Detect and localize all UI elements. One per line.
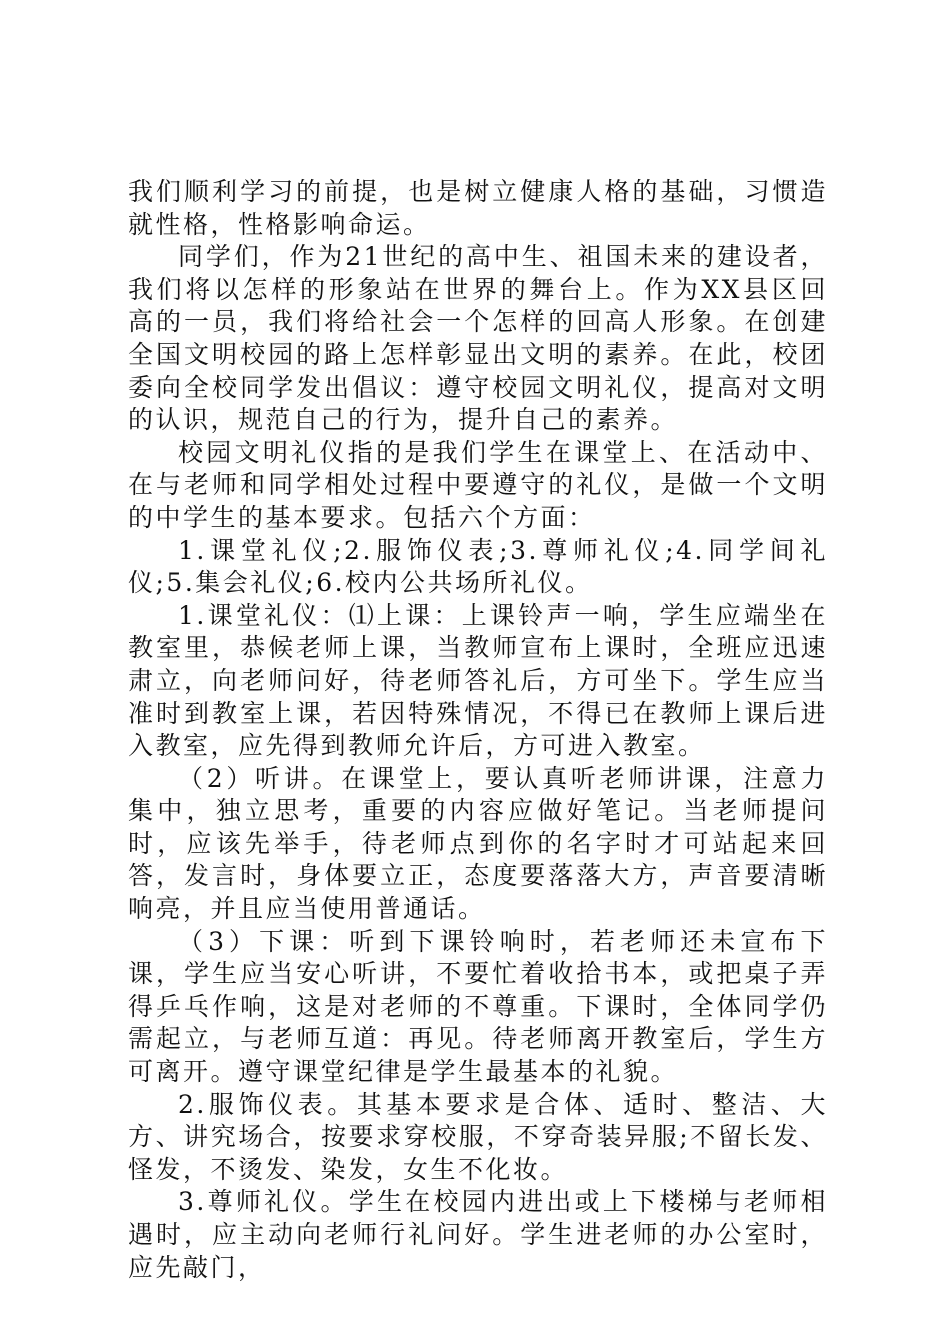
paragraph-listening: （2）听讲。在课堂上，要认真听老师讲课，注意力集中，独立思考，重要的内容应做好笔记。当老师提问时，应该先举手，待老师点到你的名字时才可站起来回答，发言时，身体要立正，态度要落落大方，声音要清晰响亮，并且应当使用普通话。 [128,763,828,924]
document-body [128,176,828,1284]
paragraph-dress: 2.服饰仪表。其基本要求是合体、适时、整洁、大方、讲究场合，按要求穿校服，不穿奇装异服;不留长发、怪发，不烫发、染发，女生不化妆。 [128,1089,828,1184]
paragraph-appeal: 同学们，作为21世纪的高中生、祖国未来的建设者，我们将以怎样的形象站在世界的舞台上。作为XX县区回高的一员，我们将给社会一个怎样的回高人形象。在创建全国文明校园的路上怎样彰显出文明的素养。在此，校团委向全校同学发出倡议：遵守校园文明礼仪，提高对文明的认识，规范自己的行为，提升自己的素养。 [128,242,828,435]
paragraph-continuation: 我们顺利学习的前提，也是树立健康人格的基础，习惯造就性格，性格影响命运。 [128,177,828,239]
paragraph-definition: 校园文明礼仪指的是我们学生在课堂上、在活动中、在与老师和同学相处过程中要遵守的礼仪，是做一个文明的中学生的基本要求。包括六个方面： [128,437,828,532]
paragraph-six-aspects: 1.课堂礼仪;2.服饰仪表;3.尊师礼仪;4.同学间礼仪;5.集会礼仪;6.校内公共场所礼仪。 [128,535,828,598]
paragraph-dismissal: （3）下课：听到下课铃响时，若老师还未宣布下课，学生应当安心听讲，不要忙着收拾书本，或把桌子弄得乒乓作响，这是对老师的不尊重。下课时，全体同学仍需起立，与老师互道：再见。待老师离开教室后，学生方可离开。遵守课堂纪律是学生最基本的礼貌。 [128,926,828,1087]
paragraph-respect-teacher: 3.尊师礼仪。学生在校园内进出或上下楼梯与老师相遇时，应主动向老师行礼问好。学生进老师的办公室时，应先敲门， [128,1187,828,1282]
paragraph-classroom-etiquette: 1.课堂礼仪：⑴上课：上课铃声一响，学生应端坐在教室里，恭候老师上课，当教师宣布上课时，全班应迅速肃立，向老师问好，待老师答礼后，方可坐下。学生应当准时到教室上课，若因特殊情况，不得已在教师上课后进入教室，应先得到教师允许后，方可进入教室。 [128,600,828,761]
